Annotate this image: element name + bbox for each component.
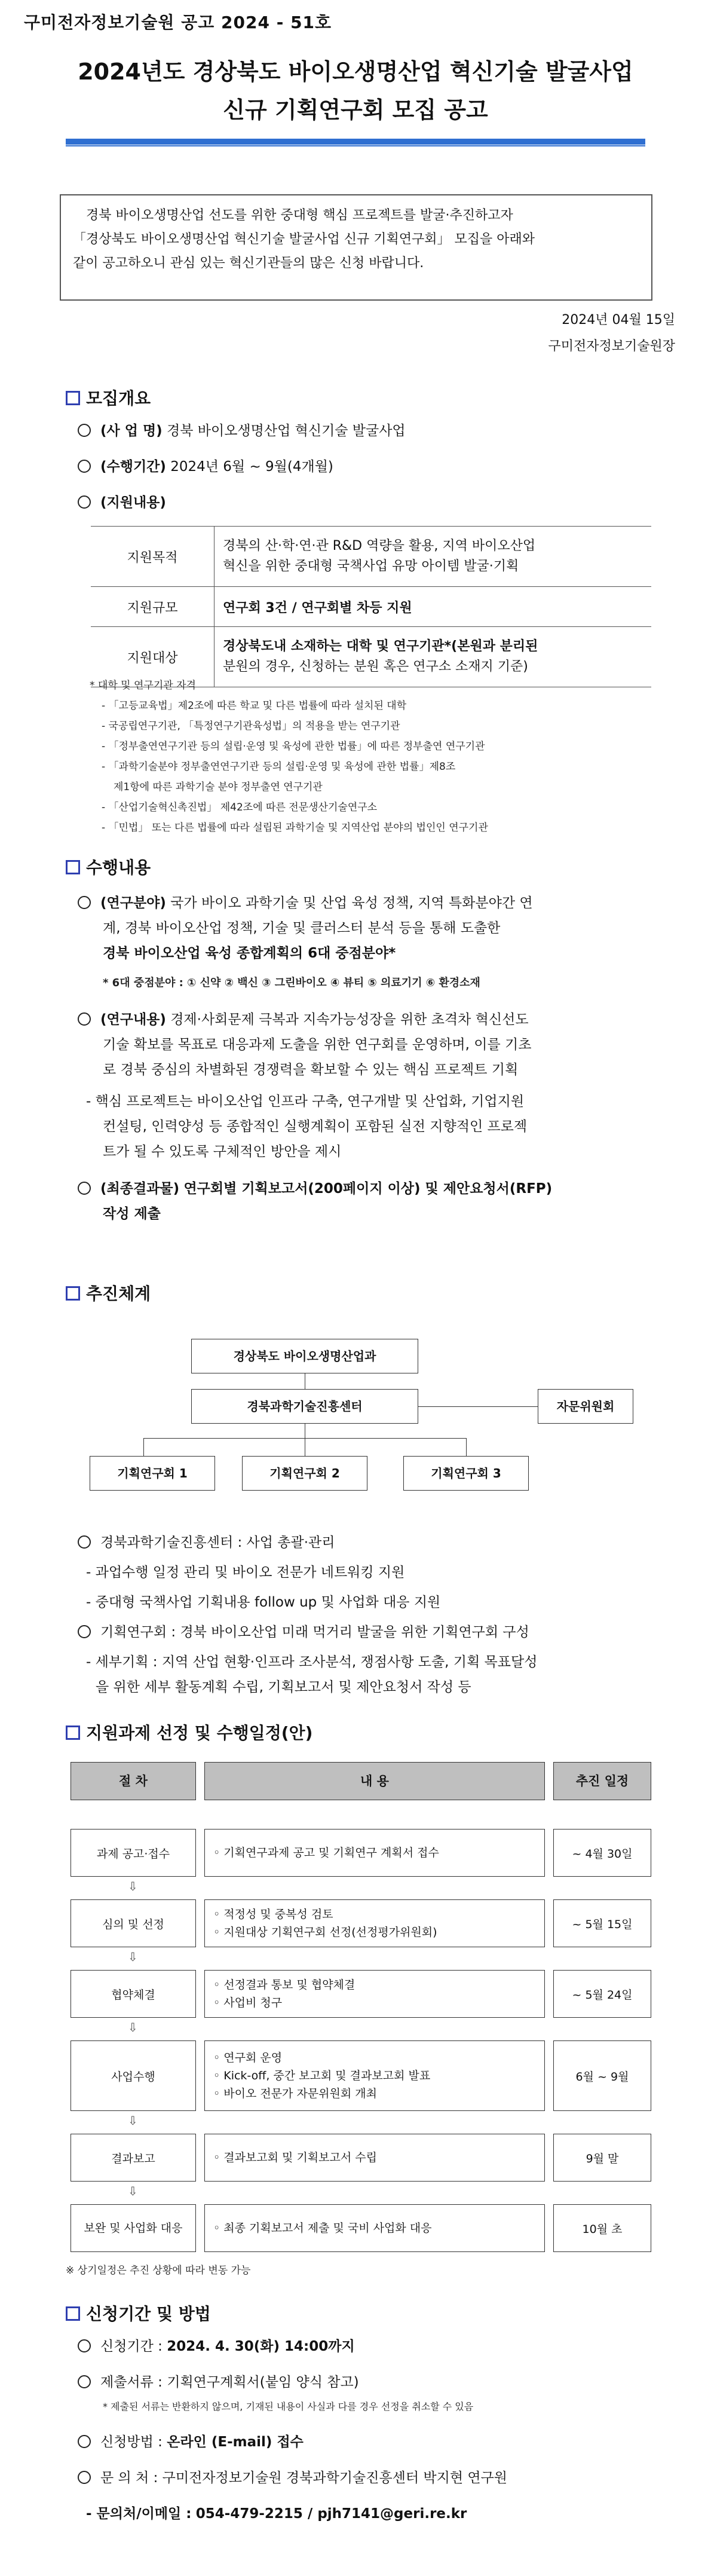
note-line: - 「과학기술분야 정부출연연구기관 등의 설립·운영 및 육성에 관한 법률」제8조 xyxy=(102,761,456,773)
schedule-date: 9월 말 xyxy=(553,2134,651,2182)
org-node-advisory: 자문위원회 xyxy=(538,1389,633,1424)
value: 054-479-2215 / pjh7141@geri.re.kr xyxy=(195,2506,467,2522)
overview-support xyxy=(78,490,651,515)
schedule-date: ~ 5월 24일 xyxy=(553,1970,651,2018)
schedule-item: ◦ 최종 기획보고서 제출 및 국비 사업화 대응 xyxy=(213,2222,432,2235)
text-line: 연구회별 기획보고서(200페이지 이상) 및 제안요청서(RFP) xyxy=(183,1181,553,1197)
title-underline-thin xyxy=(66,145,645,146)
label: (연구내용) xyxy=(100,1012,166,1027)
table-row xyxy=(91,527,651,587)
apply-period xyxy=(78,2334,651,2359)
schedule-content xyxy=(204,2134,545,2182)
down-arrow-icon: ⇩ xyxy=(128,2020,138,2035)
research-field xyxy=(78,891,651,966)
schedule-step: 과제 공고·접수 xyxy=(71,1829,196,1877)
label: (최종결과물) xyxy=(100,1181,180,1197)
schedule-note: ※ 상기일정은 추진 상황에 따라 변동 가능 xyxy=(66,2265,251,2277)
value: 2024년 6월 ~ 9월(4개월) xyxy=(170,459,333,475)
overview-period xyxy=(78,454,651,479)
section-box-icon xyxy=(66,860,80,874)
schedule-header-date: 추진 일정 xyxy=(553,1762,651,1800)
schedule-item: ◦ 바이오 전문가 자문위원회 개최 xyxy=(213,2087,377,2100)
circle-bullet-icon xyxy=(78,1012,91,1026)
text-line: 트가 될 수 있도록 구체적인 방안을 제시 xyxy=(103,1144,342,1159)
research-content xyxy=(78,1007,651,1082)
schedule-item: ◦ 지원대상 기획연구회 선정(선정평가위원회) xyxy=(213,1926,437,1939)
value-line: 경상북도내 소재하는 대학 및 연구기관*(본원과 분리된 xyxy=(223,639,538,654)
table-value xyxy=(214,527,652,587)
apply-docs-note: * 제출된 서류는 반환하지 않으며, 기재된 내용이 사실과 다를 경우 선정을 취소할 수 있음 xyxy=(103,2401,474,2412)
label: 신청방법 : xyxy=(100,2434,163,2450)
label: (지원내용) xyxy=(100,495,166,510)
value-line: 혁신을 위한 중대형 국책사업 유망 아이템 발굴·기획 xyxy=(223,559,519,574)
intro-line: 같이 공고하오니 관심 있는 혁신기관들의 많은 신청 바랍니다. xyxy=(73,256,424,271)
apply-docs xyxy=(78,2370,651,2395)
value: 온라인 (E-mail) 접수 xyxy=(167,2434,304,2450)
title-underline xyxy=(66,139,645,145)
schedule-content xyxy=(204,1899,545,1947)
note-line: - 국공립연구기관, 「특정연구기관육성법」의 적용을 받는 연구기관 xyxy=(102,720,400,732)
section-content xyxy=(66,855,151,879)
schedule-item: ◦ Kick-off, 중간 보고회 및 결과보고회 발표 xyxy=(213,2069,431,2082)
schedule-content xyxy=(204,1829,545,1877)
schedule-date: ~ 5월 15일 xyxy=(553,1899,651,1947)
org-node-group-1: 기획연구회 1 xyxy=(90,1456,215,1491)
notice-date: 2024년 04월 15일 xyxy=(562,313,675,328)
note-line: - 「민법」 또는 다른 법률에 따라 설립된 과학기술 및 지역산업 분야의 법인인 연구기관 xyxy=(102,822,488,834)
down-arrow-icon: ⇩ xyxy=(128,1879,138,1893)
table-value: 연구회 3건 / 연구회별 차등 지원 xyxy=(214,587,652,627)
text-line: 계, 경북 바이오산업 정책, 기술 및 클러스터 분석 등을 통해 도출한 xyxy=(103,920,501,936)
circle-bullet-icon xyxy=(78,460,91,473)
circle-bullet-icon xyxy=(78,1182,91,1195)
label: (수행기간) xyxy=(100,459,166,475)
value: 문 의 처 : 구미전자정보기술원 경북과학기술진흥센터 박지현 연구원 xyxy=(100,2470,508,2486)
schedule-step: 보완 및 사업화 대응 xyxy=(71,2204,196,2252)
section-title: 지원과제 선정 및 수행일정(안) xyxy=(86,1723,313,1743)
system-description xyxy=(78,1530,651,1700)
schedule-item: ◦ 기획연구과제 공고 및 기획연구 계획서 접수 xyxy=(213,1846,439,1859)
table-key: 지원규모 xyxy=(91,587,214,627)
apply-phone xyxy=(78,2501,660,2526)
note-line: - 「산업기술혁신촉진법」 제42조에 따른 전문생산기술연구소 xyxy=(102,801,378,813)
circle-bullet-icon xyxy=(78,896,91,909)
section-box-icon xyxy=(66,1286,80,1301)
value: 경북 바이오생명산업 혁신기술 발굴사업 xyxy=(167,423,406,439)
schedule-step: 사업수행 xyxy=(71,2040,196,2111)
schedule-item: ◦ 선정결과 통보 및 협약체결 xyxy=(213,1978,356,1991)
text-line: 기술 확보를 목표로 대응과제 도출을 위한 연구회를 운영하며, 이를 기초 xyxy=(103,1037,532,1053)
schedule-header-step: 절 차 xyxy=(71,1762,196,1800)
section-title: 수행내용 xyxy=(86,858,151,877)
connector xyxy=(466,1438,467,1456)
apply-method xyxy=(78,2430,651,2455)
section-title: 추진체계 xyxy=(86,1284,151,1304)
value-line: 경북의 산·학·연·관 R&D 역량을 활용, 지역 바이오산업 xyxy=(223,539,536,553)
text-line: - 과업수행 일정 관리 및 바이오 전문가 네트워킹 지원 xyxy=(86,1565,405,1580)
eligibility-notes xyxy=(90,675,651,838)
text-line: - 핵심 프로젝트는 바이오산업 인프라 구축, 연구개발 및 산업화, 기업지원 xyxy=(86,1094,525,1109)
title-line-1: 2024년도 경상북도 바이오생명산업 혁신기술 발굴사업 xyxy=(78,59,633,85)
schedule-step: 결과보고 xyxy=(71,2134,196,2182)
circle-bullet-icon xyxy=(78,495,91,509)
value: 제출서류 : 기획연구계획서(붙임 양식 참고) xyxy=(100,2375,359,2390)
circle-bullet-icon xyxy=(78,2471,91,2484)
schedule-header-content: 내 용 xyxy=(204,1762,545,1800)
table-row xyxy=(91,587,651,627)
section-box-icon xyxy=(66,391,80,405)
table-key: 지원대상 xyxy=(91,627,214,687)
final-output xyxy=(78,1176,651,1226)
intro-box xyxy=(60,194,652,301)
section-system xyxy=(66,1281,151,1305)
schedule-date: 6월 ~ 9월 xyxy=(553,2040,651,2111)
text-line: 컨설팅, 인력양성 등 종합적인 실행계획이 포함된 실전 지향적인 프로젝 xyxy=(103,1119,528,1134)
notice-number: 구미전자정보기술원 공고 2024 - 51호 xyxy=(24,13,332,32)
apply-contact xyxy=(78,2465,651,2491)
down-arrow-icon: ⇩ xyxy=(128,1950,138,1964)
schedule-date: ~ 4월 30일 xyxy=(553,1829,651,1877)
org-node-group-3: 기획연구회 3 xyxy=(403,1456,529,1491)
six-fields-note: * 6대 중점분야 : ① 신약 ② 백신 ③ 그린바이오 ④ 뷰티 ⑤ 의료기기 ⑥ 환경소재 xyxy=(103,977,480,989)
text-line: 경제·사회문제 극복과 지속가능성장을 위한 초격차 혁신선도 xyxy=(170,1012,529,1027)
org-chart xyxy=(90,1339,663,1506)
circle-bullet-icon xyxy=(78,1535,91,1549)
core-project xyxy=(78,1089,651,1164)
org-node-group-2: 기획연구회 2 xyxy=(242,1456,367,1491)
org-node-center: 경북과학기술진흥센터 xyxy=(191,1389,418,1424)
text-line: 경북과학기술진흥센터 : 사업 총괄·관리 xyxy=(100,1535,335,1550)
schedule-date: 10월 초 xyxy=(553,2204,651,2252)
text-line: 기획연구회 : 경북 바이오산업 미래 먹거리 발굴을 위한 기획연구회 구성 xyxy=(100,1624,529,1640)
circle-bullet-icon xyxy=(78,2375,91,2388)
text-line: 국가 바이오 과학기술 및 산업 육성 정책, 지역 특화분야간 연 xyxy=(170,895,533,911)
schedule-content xyxy=(204,2040,545,2111)
schedule-step: 심의 및 선정 xyxy=(71,1899,196,1947)
section-title: 신청기간 및 방법 xyxy=(86,2304,211,2324)
circle-bullet-icon xyxy=(78,2435,91,2448)
text-line: - 중대형 국책사업 기획내용 follow up 및 사업화 대응 지원 xyxy=(86,1595,441,1610)
text-line: - 세부기획 : 지역 산업 현황·인프라 조사분석, 쟁점사항 도출, 기획 목표달성 xyxy=(86,1654,538,1670)
note-line: - 「고등교육법」제2조에 따른 학교 및 다른 법률에 따라 설치된 대학 xyxy=(102,700,407,712)
section-box-icon xyxy=(66,2306,80,2321)
circle-bullet-icon xyxy=(78,424,91,437)
section-overview xyxy=(66,386,151,409)
schedule-item: ◦ 결과보고회 및 기획보고서 수립 xyxy=(213,2151,377,2164)
intro-line: 「경상북도 바이오생명산업 혁신기술 발굴사업 신규 기획연구회」 모집을 아래와 xyxy=(73,232,535,247)
text-line: 로 경북 중심의 차별화된 경쟁력을 확보할 수 있는 핵심 프로젝트 기획 xyxy=(103,1062,519,1078)
schedule-step: 협약체결 xyxy=(71,1970,196,2018)
label: 신청기간 : xyxy=(100,2339,163,2354)
down-arrow-icon: ⇩ xyxy=(128,2184,138,2198)
connector xyxy=(418,1406,538,1407)
table-key: 지원목적 xyxy=(91,527,214,587)
support-table xyxy=(91,526,651,687)
text-line: 바이오산업 육성 종합계획의 6대 중점분야* xyxy=(134,946,396,961)
label: - 문의처/이메일 : xyxy=(86,2506,192,2522)
label: (연구분야) xyxy=(100,895,166,911)
intro-line: 경북 바이오생명산업 선도를 위한 중대형 핵심 프로젝트를 발굴·추진하고자 xyxy=(86,208,513,223)
text-line: 을 위한 세부 활동계획 수립, 기획보고서 및 제안요청서 작성 등 xyxy=(96,1679,471,1695)
section-title: 모집개요 xyxy=(86,388,151,408)
down-arrow-icon: ⇩ xyxy=(128,2113,138,2128)
schedule-item: ◦ 적정성 및 중복성 검토 xyxy=(213,1908,333,1921)
connector xyxy=(143,1438,144,1456)
page-title xyxy=(66,53,645,129)
schedule-content xyxy=(204,1970,545,2018)
label: (사 업 명) xyxy=(100,423,163,439)
note-line: * 대학 및 연구기관 자격 xyxy=(90,680,196,692)
circle-bullet-icon xyxy=(78,2339,91,2352)
circle-bullet-icon xyxy=(78,1625,91,1638)
schedule-item: ◦ 연구회 운영 xyxy=(213,2051,283,2064)
schedule-item: ◦ 사업비 청구 xyxy=(213,1996,283,2009)
text-line: 작성 제출 xyxy=(103,1206,161,1222)
note-line: - 「정부출연연구기관 등의 설립·운영 및 육성에 관한 법률」에 따른 정부출연 연구기관 xyxy=(102,741,485,752)
title-line-2: 신규 기획연구회 모집 공고 xyxy=(223,97,488,123)
org-node-province: 경상북도 바이오생명산업과 xyxy=(191,1339,418,1373)
note-line: 제1항에 따른 과학기술 분야 정부출연 연구기관 xyxy=(114,781,323,793)
section-box-icon xyxy=(66,1726,80,1740)
schedule-content xyxy=(204,2204,545,2252)
issuer: 구미전자정보기술원장 xyxy=(548,339,675,354)
overview-project xyxy=(78,418,651,443)
section-schedule xyxy=(66,1720,312,1744)
section-apply xyxy=(66,2301,211,2325)
value: 2024. 4. 30(화) 14:00까지 xyxy=(167,2339,355,2354)
text: 경북 xyxy=(103,946,130,961)
value-line: 분원의 경우, 신청하는 분원 혹은 연구소 소재지 기준) xyxy=(223,659,528,674)
